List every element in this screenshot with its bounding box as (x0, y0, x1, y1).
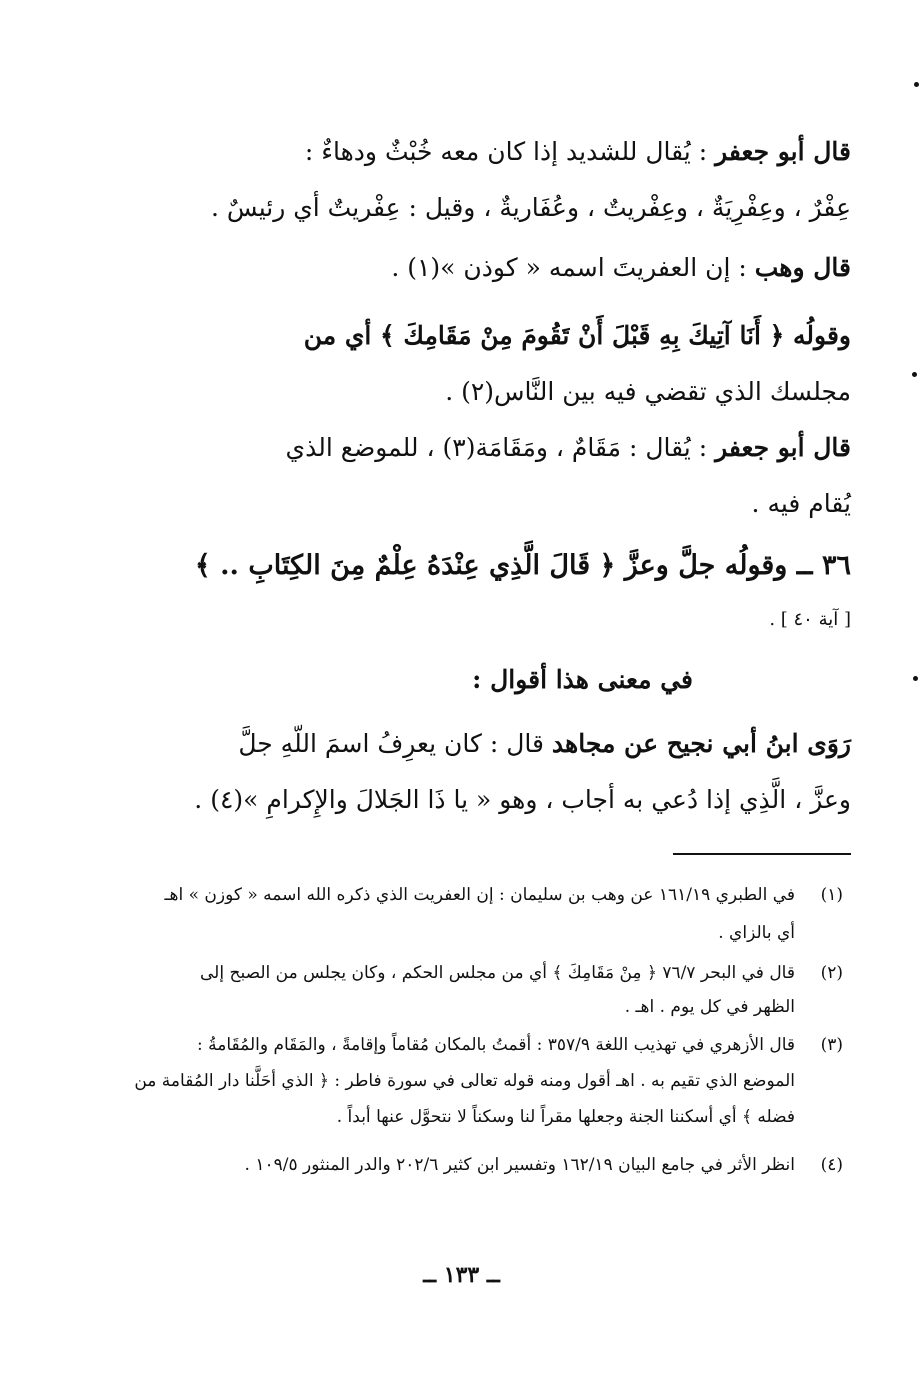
body-line (91, 248, 851, 288)
line-text: مجلسك الذي تقضي فيه بين النَّاس(٢) . (445, 377, 851, 406)
body-line (91, 724, 851, 764)
verse-reference (91, 600, 851, 640)
footnote-line: في الطبري ١٦١/١٩ عن وهب بن سليمان : إن العفريت الذي ذكره الله اسمه « كوزن » اهـ (164, 885, 795, 905)
verse-heading-text: ٣٦ ــ وقولُه جلَّ وعزَّ ﴿ قَالَ الَّذِي عِنْدَهُ عِلْمٌ مِنَ الكِتَابِ .. ﴾ (194, 550, 851, 581)
body-line (91, 484, 851, 524)
section-heading-text: في معنى هذا أقوال : (472, 665, 693, 694)
margin-mark (913, 676, 918, 681)
line-text: : يُقال للشديد إذا كان معه خُبْثٌ ودهاءٌ : (304, 137, 716, 166)
narrator-label: رَوَى ابنُ أبي نجيح عن مجاهد (551, 729, 851, 758)
line-text: يُقام فيه . (751, 489, 851, 518)
line-text: : إن العفريتَ اسمه « كوذن »(١) . (391, 253, 755, 282)
margin-mark (914, 82, 919, 87)
footnote-number: (١) (820, 885, 843, 905)
speaker-label: قال أبو جعفر (715, 433, 851, 462)
margin-mark (912, 372, 917, 377)
line-text: وعزَّ ، الَّذِي إذا دُعي به أجاب ، وهو « يا ذَا الجَلالَ والإِكرامِ »(٤) . (194, 785, 851, 814)
footnote-line: الظهر في كل يوم . اهـ . (624, 997, 795, 1017)
body-line (91, 428, 851, 468)
footnote-number: (٤) (820, 1155, 843, 1175)
speaker-label: قال أبو جعفر (715, 137, 851, 166)
body-line (91, 372, 851, 412)
footnote-number: (٢) (820, 963, 843, 983)
line-text: : يُقال : مَقَامٌ ، ومَقَامَة(٣) ، للموضع الذي (285, 433, 716, 462)
section-heading (93, 660, 693, 700)
body-line (91, 316, 851, 356)
footnote-line: أي بالزاي . (718, 923, 795, 943)
line-text: وقولُه ﴿ أَنَا آتِيكَ بِهِ قَبْلَ أَنْ تَقُومَ مِنْ مَقَامِكَ ﴾ أي من (303, 321, 851, 350)
footnote-number: (٣) (820, 1035, 843, 1055)
footnote-separator (673, 853, 851, 855)
line-text: عِفْرٌ ، وعِفْرِيَةٌ ، وعِفْريتٌ ، وعُفَاريةٌ ، وقيل : عِفْريتٌ أي رئيسٌ . (210, 193, 851, 222)
footnote-line: انظر الأثر في جامع البيان ١٦٢/١٩ وتفسير ابن كثير ٢٠٢/٦ والدر المنثور ١٠٩/٥ . (244, 1155, 795, 1175)
verse-heading (91, 546, 851, 586)
body-line (91, 132, 851, 172)
body-line (91, 188, 851, 228)
footnote-line: قال الأزهري في تهذيب اللغة ٣٥٧/٩ : أقمتُ بالمكان مُقاماً وإقامةً ، والمَقَام والمُقَامةُ : (196, 1035, 795, 1055)
footnote-line: قال في البحر ٧٦/٧ ﴿ مِنْ مَقَامِكَ ﴾ أي من مجلس الحكم ، وكان يجلس من الصبح إلى (200, 963, 795, 983)
page-number: ــ ١٣٣ ــ (423, 1262, 500, 1288)
footnote-line: الموضع الذي تقيم به . اهـ أقول ومنه قوله تعالى في سورة فاطر : ﴿ الذي أحَلَّنا دار المُقامة من (134, 1071, 795, 1091)
line-text: [ آية ٤٠ ] . (769, 609, 851, 630)
footnote-line: فضله ﴾ أي أسكننا الجنة وجعلها مقراً لنا وسكناً لا نتحوَّل عنها أبداً . (336, 1107, 795, 1127)
speaker-label: قال وهب (754, 253, 851, 282)
body-line (91, 780, 851, 820)
line-text: قال : كان يعرِفُ اسمَ اللّهِ جلَّ (238, 729, 552, 758)
